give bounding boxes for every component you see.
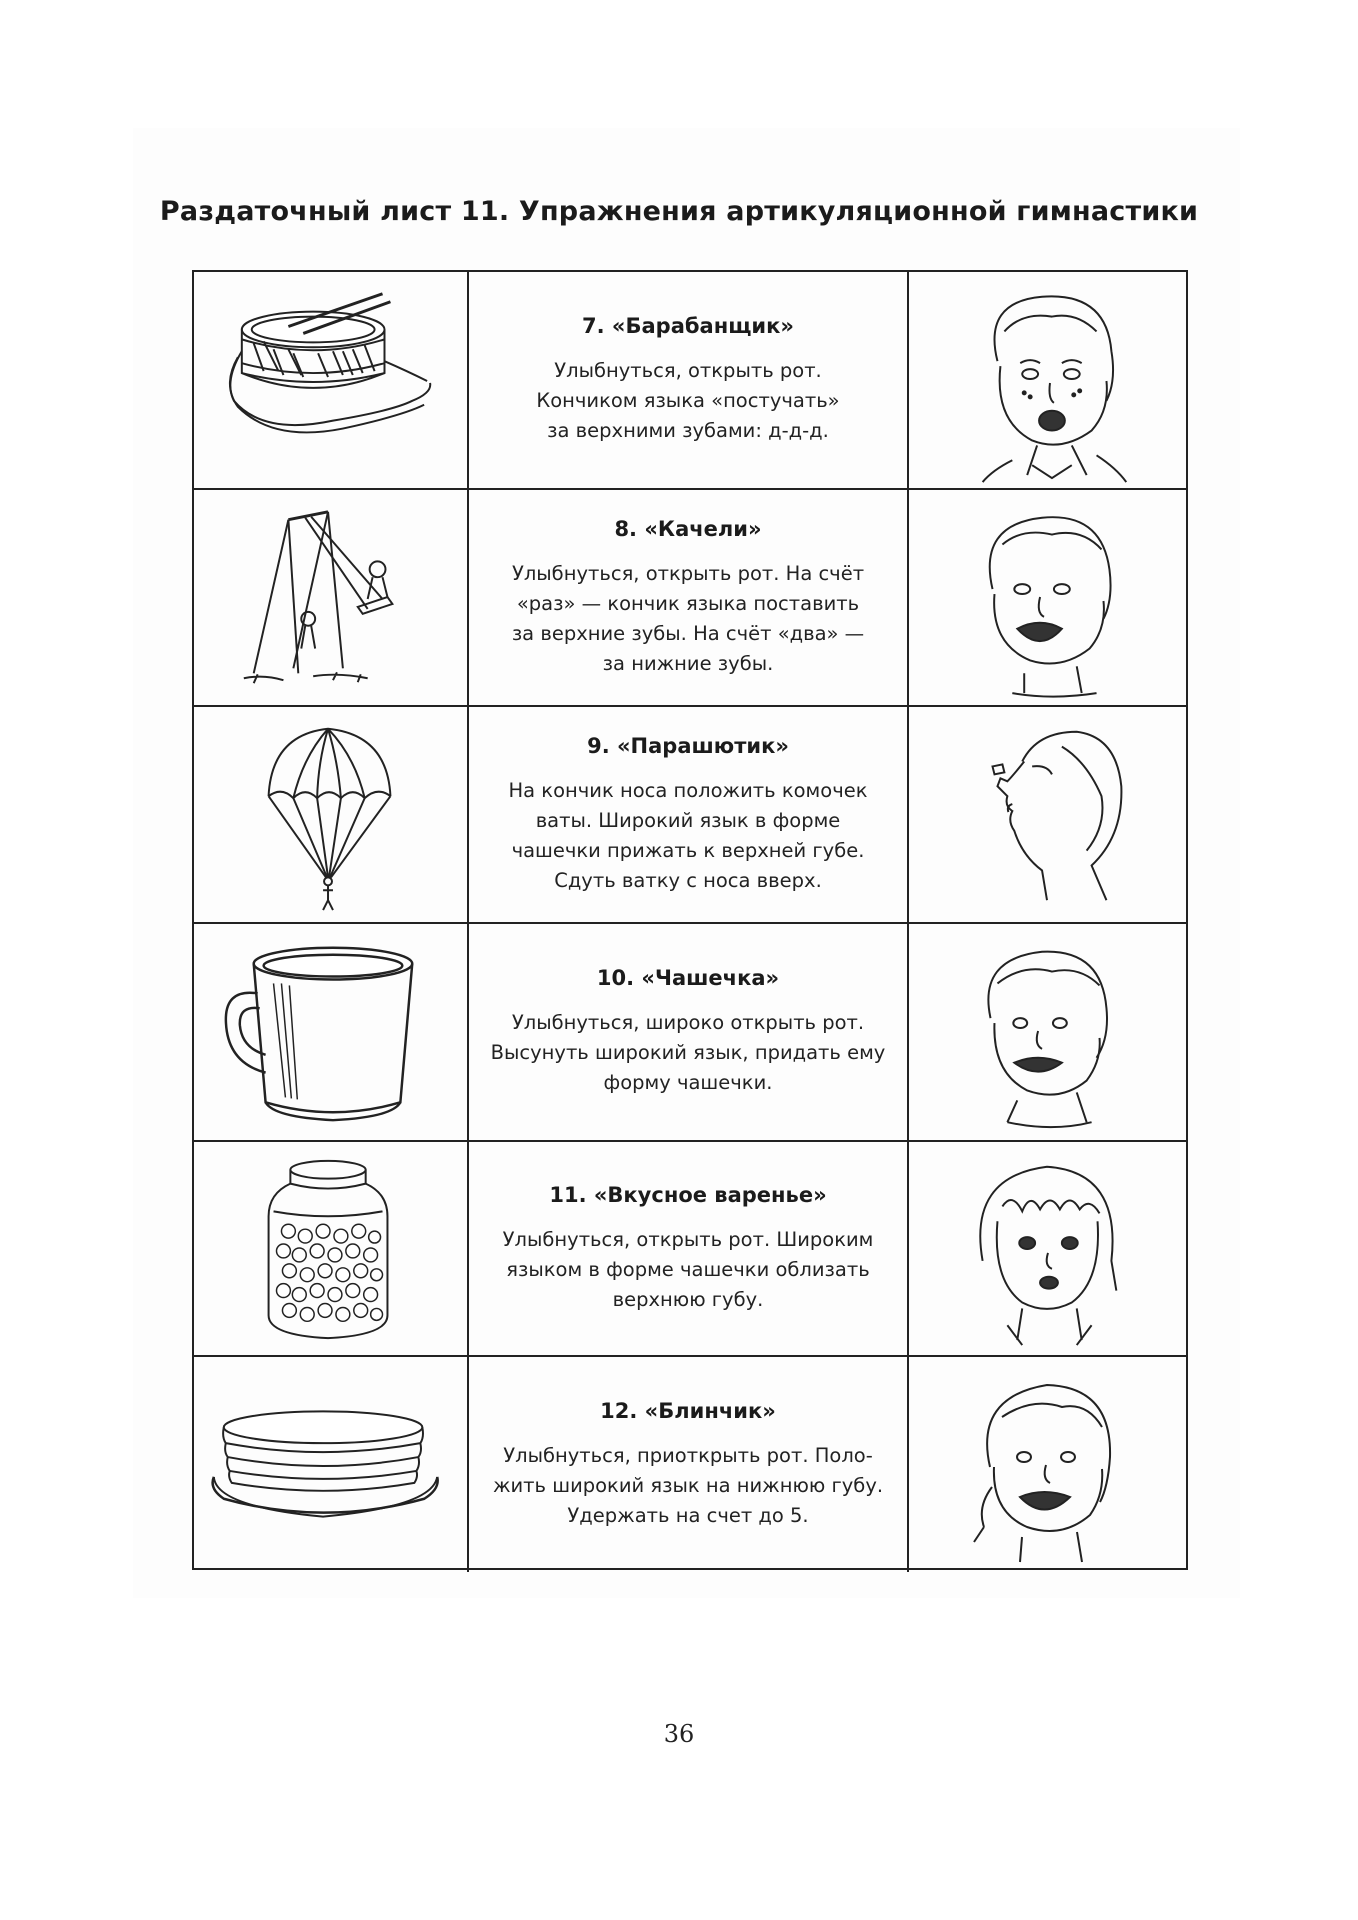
face-cell xyxy=(909,924,1186,1140)
girl-face-icon xyxy=(909,1142,1186,1355)
boy-face-icon xyxy=(909,490,1186,705)
exercise-title: 10. «Чашечка» xyxy=(596,966,780,990)
pancakes-icon xyxy=(194,1357,467,1572)
face-cell xyxy=(909,1142,1186,1355)
exercise-description: Улыбнуться, открыть рот. Широким языком в форме чашечки облизать верхнюю губу. xyxy=(502,1227,874,1311)
table-row xyxy=(194,490,1186,707)
drum-icon xyxy=(194,272,467,488)
face-cell xyxy=(909,1357,1186,1572)
girl-face-icon xyxy=(909,1357,1186,1572)
exercise-title: 11. «Вкусное варенье» xyxy=(549,1182,827,1207)
exercise-description: Улыбнуться, открыть рот. Кончиком языка «постучать» за верхними зубами: д-д-д. xyxy=(536,359,840,442)
mug-icon xyxy=(194,924,467,1140)
exercise-description: Улыбнуться, широко открыть рот. Высунуть широкий язык, придать ему форму чашечки. xyxy=(490,1011,886,1094)
picture-cell xyxy=(194,707,469,922)
table-row xyxy=(194,1142,1186,1357)
exercise-table xyxy=(192,270,1188,1570)
table-row xyxy=(194,924,1186,1142)
table-row xyxy=(194,707,1186,924)
description-cell xyxy=(469,707,909,922)
exercise-title: 9. «Парашютик» xyxy=(587,733,789,758)
exercise-description: Улыбнуться, приоткрыть рот. Поло- жить широкий язык на нижнюю губу. Удержать на счет до 5. xyxy=(492,1443,884,1527)
description-cell xyxy=(469,924,909,1140)
exercise-description: На кончик носа положить комочек ваты. Широкий язык в форме чашечки прижать к верхней губе. Сдуть ватку с носа вверх. xyxy=(508,778,868,892)
parachute-icon xyxy=(194,707,467,922)
swing-icon xyxy=(194,490,467,705)
face-cell xyxy=(909,272,1186,488)
description-cell xyxy=(469,272,909,488)
boy-face-icon xyxy=(909,924,1186,1140)
description-cell xyxy=(469,1357,909,1572)
picture-cell xyxy=(194,1142,469,1355)
picture-cell xyxy=(194,490,469,705)
picture-cell xyxy=(194,1357,469,1572)
exercise-description: Улыбнуться, открыть рот. На счёт «раз» — кончик языка поставить за верхние зубы. На счёт «два» — за нижние зубы. xyxy=(511,561,865,675)
table-row xyxy=(194,272,1186,490)
face-cell xyxy=(909,490,1186,705)
exercise-title: 7. «Барабанщик» xyxy=(582,314,794,338)
face-cell xyxy=(909,707,1186,922)
table-row xyxy=(194,1357,1186,1572)
page-title: Раздаточный лист 11. Упражнения артикуляционной гимнастики xyxy=(159,196,1199,227)
child-profile-icon xyxy=(909,707,1186,922)
boy-face-icon xyxy=(909,272,1186,488)
description-cell xyxy=(469,490,909,705)
exercise-title: 12. «Блинчик» xyxy=(600,1398,776,1423)
picture-cell xyxy=(194,272,469,488)
jam-jar-icon xyxy=(194,1142,467,1355)
exercise-title: 8. «Качели» xyxy=(614,516,762,541)
page-number: 36 xyxy=(663,1720,695,1748)
picture-cell xyxy=(194,924,469,1140)
description-cell xyxy=(469,1142,909,1355)
